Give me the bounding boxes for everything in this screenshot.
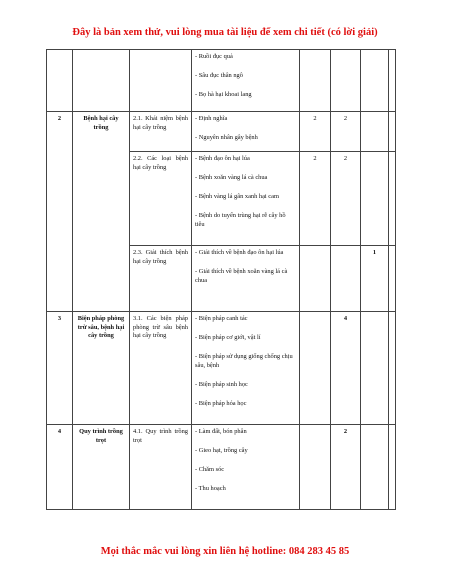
topic-number: 2 bbox=[47, 112, 73, 312]
content-item: - Giải thích về bệnh xoăn vàng lá cà chua bbox=[195, 268, 288, 284]
content-item: - Biện pháp sinh học bbox=[195, 381, 248, 389]
question-count: 4 bbox=[331, 312, 361, 425]
hotline-banner: Mọi thắc mắc vui lòng xin liên hệ hotline: 084 283 45 85 bbox=[100, 546, 350, 557]
table-row bbox=[47, 112, 396, 152]
knowledge-content bbox=[192, 112, 300, 152]
question-count: 2 bbox=[331, 152, 361, 246]
content-item: - Chăm sóc bbox=[195, 466, 225, 474]
knowledge-content bbox=[192, 152, 300, 246]
question-count bbox=[300, 246, 331, 312]
table-row bbox=[47, 312, 396, 425]
content-item: - Giải thích về bệnh đạo ôn hại lúa bbox=[195, 249, 284, 256]
topic-number bbox=[47, 50, 73, 112]
knowledge-content bbox=[192, 50, 300, 112]
content-item: - Bệnh xoăn vàng lá cà chua bbox=[195, 174, 268, 182]
content-item: - Biện pháp hóa học bbox=[195, 400, 247, 408]
exam-matrix-table bbox=[46, 49, 396, 510]
question-count bbox=[331, 50, 361, 112]
content-item: - Bọ hà hại khoai lang bbox=[195, 91, 252, 99]
content-item: - Định nghĩa bbox=[195, 115, 228, 122]
lesson-name bbox=[130, 50, 192, 112]
lesson-name: 3.1. Các biện pháp phòng trừ sâu bệnh hại cây trồng bbox=[130, 312, 192, 425]
topic-name bbox=[73, 50, 130, 112]
content-item: - Nguyên nhân gây bệnh bbox=[195, 134, 258, 142]
question-count bbox=[361, 312, 389, 425]
table-row bbox=[47, 50, 396, 112]
topic-number: 4 bbox=[47, 425, 73, 510]
knowledge-content bbox=[192, 425, 300, 510]
question-count: 2 bbox=[300, 112, 331, 152]
preview-notice-banner: Đây là bản xem thử, vui lòng mua tài liệu để xem chi tiết (có lời giải) bbox=[72, 27, 378, 38]
topic-number: 3 bbox=[47, 312, 73, 425]
question-count: 2 bbox=[331, 112, 361, 152]
question-count: 2 bbox=[300, 152, 331, 246]
lesson-name: 2.3. Giải thích bệnh hại cây trồng bbox=[130, 246, 192, 312]
content-item: - Bệnh đạo ôn hại lúa bbox=[195, 155, 250, 162]
topic-name: Quy trình trồng trọt bbox=[73, 425, 130, 510]
content-item: - Bệnh vàng lá gân xanh hại cam bbox=[195, 193, 279, 201]
question-count bbox=[300, 312, 331, 425]
question-count bbox=[389, 50, 396, 112]
question-count bbox=[389, 152, 396, 246]
question-count bbox=[389, 425, 396, 510]
content-item: - Gieo hạt, trồng cây bbox=[195, 447, 248, 455]
table-row bbox=[47, 425, 396, 510]
question-count bbox=[361, 112, 389, 152]
lesson-name: 2.2. Các loại bệnh hại cây trồng bbox=[130, 152, 192, 246]
question-count bbox=[389, 246, 396, 312]
question-count bbox=[361, 50, 389, 112]
content-item: - Bệnh do tuyến trùng hại rễ cây hồ tiêu bbox=[195, 212, 286, 229]
question-count bbox=[389, 112, 396, 152]
question-count: 1 bbox=[361, 246, 389, 312]
question-count bbox=[331, 246, 361, 312]
question-count bbox=[300, 425, 331, 510]
content-item: - Thu hoạch bbox=[195, 485, 226, 493]
question-count bbox=[361, 152, 389, 246]
topic-name: Bệnh hại cây trồng bbox=[73, 112, 130, 312]
content-item: - Sâu đục thân ngô bbox=[195, 72, 243, 80]
knowledge-content bbox=[192, 246, 300, 312]
question-count bbox=[361, 425, 389, 510]
topic-name: Biện pháp phòng trừ sâu, bệnh hại cây trồng bbox=[73, 312, 130, 425]
content-item: - Biện pháp canh tác bbox=[195, 315, 248, 322]
question-count bbox=[300, 50, 331, 112]
knowledge-content bbox=[192, 312, 300, 425]
lesson-name: 4.1. Quy trình trồng trọt bbox=[130, 425, 192, 510]
content-item: - Ruồi đục quả bbox=[195, 53, 233, 60]
question-count bbox=[389, 312, 396, 425]
content-item: - Biện pháp sử dụng giống chống chịu sâu, bệnh bbox=[195, 353, 293, 369]
content-item: - Biện pháp cơ giới, vật lí bbox=[195, 334, 261, 342]
lesson-name: 2.1. Khái niệm bệnh hại cây trồng bbox=[130, 112, 192, 152]
question-count: 2 bbox=[331, 425, 361, 510]
content-item: - Làm đất, bón phân bbox=[195, 428, 247, 435]
